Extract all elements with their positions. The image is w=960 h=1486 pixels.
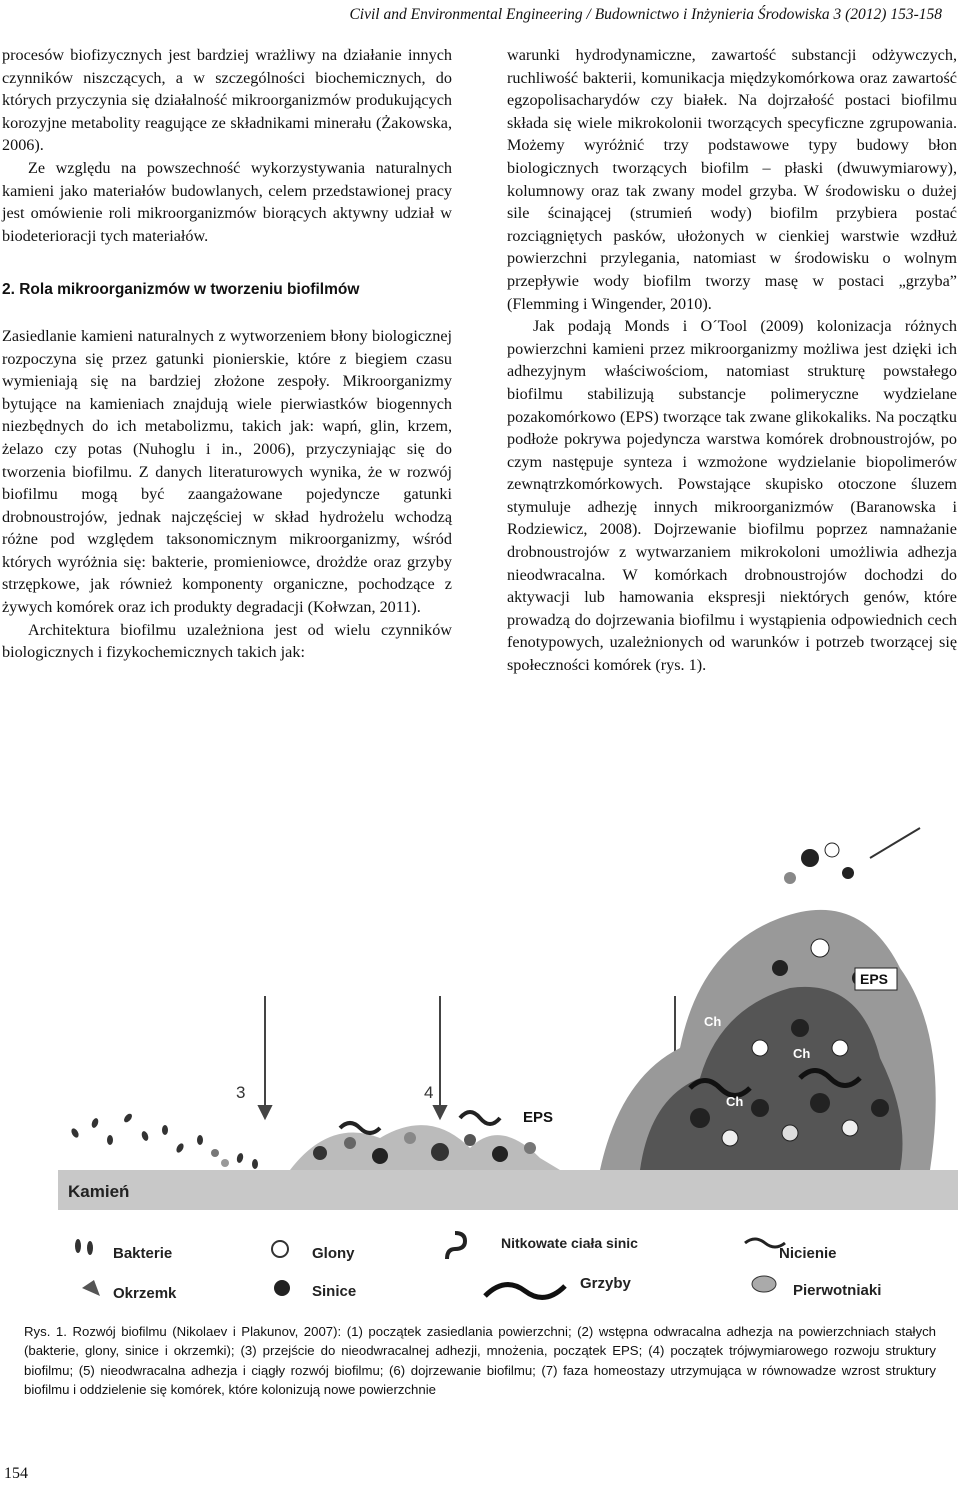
legend-bacteria-label: Bakterie [113,1245,173,1262]
legend-nematodes [745,1239,837,1262]
ch-label-3: Ch [726,1094,744,1109]
legend-fungi-label: Grzyby [580,1275,631,1292]
right-column [507,44,957,677]
eps-label-left: EPS [523,1109,554,1126]
legend-cyanobacteria-filaments [447,1233,638,1259]
stage-label-4: 4 [424,1083,434,1102]
paragraph: procesów biofizycznych jest bardziej wrażliwy na działanie innych czynników niszczących, a w szczególności biochemicznych, do których przyczynia się działalność mikroorganizmów produkujących korozyjne metabolity reagujące ze składnikami minerału (Żakowska, 2006). [2,46,452,155]
journal-header: Civil and Environmental Engineering / Budownictwo i Inżynieria Środowiska 3 (2012) 153-158 [349,6,942,23]
ch-label-2: Ch [793,1046,811,1061]
paragraph: Ze względu na powszechność wykorzystywania naturalnych kamieni jako materiałów budowlanych, celem przedstawionej pracy jest omówienie roli mikroorganizmów biorących aktywny udział w biodeterioracji tych materiałów. [2,158,452,245]
legend-cyanobacteria-label: Nitkowate ciała sinic [501,1235,638,1251]
stone-substrate [58,1170,958,1210]
page-number: 154 [4,1465,28,1482]
biofilm-figure [0,818,960,1318]
paragraph: Architektura biofilmu uzależniona jest od wielu czynników biologicznych i fizykochemicznych takich jak: [2,620,452,662]
left-column [2,44,452,664]
legend-protozoa-label: Pierwotniaki [793,1282,882,1299]
stage-middle-cluster [290,1112,560,1170]
section-title: 2. Rola mikroorganizmów w tworzeniu biofilmów [2,281,360,299]
stage-label-3: 3 [236,1083,246,1102]
ch-label-1: Ch [704,1014,722,1029]
legend-protozoa [752,1276,881,1299]
paragraph: Zasiedlanie kamieni naturalnych z wytworzeniem błony biologicznej rozpoczyna się przez gatunki pionierskie, które z biegiem czasu wymieniają się na bardziej złożone zespoły. Mikroorganizmy bytujące na kamieniach znajdują wiele pierwiastków biogennych niezbędnych do ich metabolizmu, takich jak: wapń, glin, krzem, żelazo czy potas (Nuhoglu i in., 2006), przyczyniając się do tworzenia biofilmu. Z danych literaturowych wynika, że w rozwój biofilmu mogą być zaangażowane pojedyncze gatunki drobnoustrojów, jednak najczęściej w skład hydrożelu wchodzą różne pod względem taksonomicznym mikroorganizmy, wśród których wyróżnia się: bakterie, promieniowce, drożdże oraz grzyby strzępkowe, jak również komponenty organiczne, pochodzące z żywych komórek oraz ich produkty degradacji (Kołwzan, 2011). [2,326,452,617]
legend-algae [272,1241,355,1262]
legend-algae-label: Glony [312,1245,355,1262]
figure-legend [75,1233,881,1302]
stage-arrows [259,996,681,1118]
legend-diatoms [82,1280,177,1302]
legend-diatoms-label: Okrzemk [113,1285,177,1302]
figure-caption: Rys. 1. Rozwój biofilmu (Nikolaev i Plakunov, 2007): (1) początek zasiedlania powierzchni; (2) wstępna odwracalna adhezja na powierzchniach stałych (bakterie, glony, sinice i okrzemki); (3) przejście do nieodwracalnej adhezji, mnożenia, początek EPS; (4) początek trójwymiarowego rozwoju struktury biofilmu; (5) nieodwracalna adhezja i ciągły rozwój biofilmu; (6) dojrzewanie biofilmu; (7) faza homeostazy utrzymująca w równowadze wzrost struktury biofilmu i oddzielenie się komórek, które kolonizują nowe powierzchnie [24,1324,936,1398]
stage-early-cells [70,1112,258,1169]
eps-label-right: EPS [860,971,889,987]
paragraph: Jak podają Monds i O´Tool (2009) kolonizacja różnych powierzchni kamieni przez mikroorganizmy możliwa jest dzięki ich adhezyjnym właściwościom, natomiast strukturę powstałego biofilmu stabilizują substancje polimeryczne wydzielane pozakomórkowo (EPS) tworzące tak zwane glikokaliks. Na początku podłoże pokrywa pojedyncza warstwa komórek drobnoustrojów, po czym następuje synteza i wzmożone wydzielanie biopolimerów zewnątrzkomórkowych. Powstające skupisko otoczone śluzem stymuluje adhezję innych mikroorganizmów (Baranowska i Rodziewicz, 2008). Dojrzewanie biofilmu poprzez namnażanie drobnoustrojów z wytwarzaniem mikrokoloni umożliwia adhezja nieodwracalna. W komórkach drobnoustrojów dochodzi do aktywacji lub hamowania ekspresji niektórych genów, które prowadzą do dojrzewania biofilmu i wystąpienia odpowiednich cech fenotypowych, uzależnionych od warunków i potrzeb tworzącej się społeczności komórek (rys. 1). [507,317,957,675]
detaching-cells [784,828,920,884]
legend-bacteria [75,1239,172,1262]
legend-nematodes-label: Nicienie [779,1245,837,1262]
paragraph: warunki hydrodynamiczne, zawartość substancji odżywczych, ruchliwość bakterii, komunikacja międzykomórkowa oraz zawartość egzopolisacharydów czy białek. Na dojrzałość postaci biofilmu składa się wiele mikrokolonii tworzących specyficzne zgrupowania. Możemy wyróżnić trzy podstawowe typy budowy błon biologicznych tworzących biofilm – płaski (dwuwymiarowy), kolumnowy oraz tak zwany model grzyba. W środowisku o dużej sile ścinającej (strumień wody) biofilm przybiera postać rozciągniętych pasków, ułożonych w cienkiej warstwie wzdłuż powierzchni przylegania, natomiast w środowisku o wolnym przepływie wody biofilm tworzy masę w postaci „grzyba” (Flemming i Wingender, 2010). [507,46,957,313]
legend-cyano-label: Sinice [312,1283,357,1300]
mature-biofilm [600,910,936,1170]
legend-cyano [274,1280,356,1300]
legend-fungi [485,1275,632,1297]
substrate-label: Kamień [68,1182,130,1201]
